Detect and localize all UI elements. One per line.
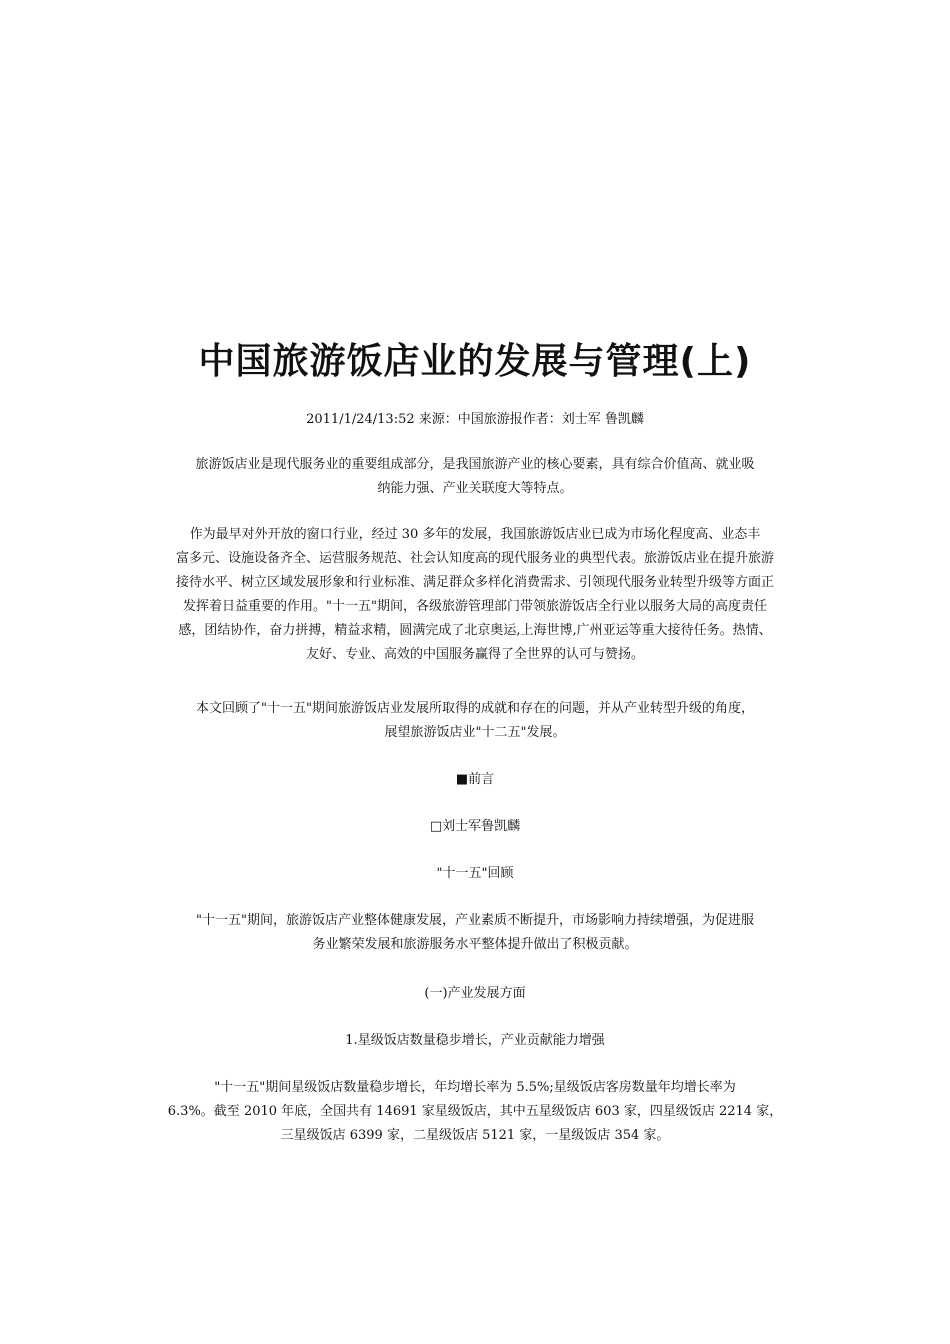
heading-text: "十一五"回顾: [436, 866, 514, 881]
review-paragraph: [140, 909, 810, 957]
text-line: 发挥着日益重要的作用。"十一五"期间，各级旅游管理部门带领旅游饭店全行业以服务大局的高度责任: [183, 599, 767, 614]
text-line: 旅游饭店业是现代服务业的重要组成部分，是我国旅游产业的核心要素，具有综合价值高、就业吸: [195, 457, 755, 472]
text-line: 感，团结协作，奋力拼搏，精益求精，圆满完成了北京奥运,上海世博,广州亚运等重大接待任务。热情、: [178, 623, 772, 638]
text-line: 纳能力强、产业关联度大等特点。: [377, 481, 573, 496]
intro-paragraph: [140, 453, 810, 501]
text-line: 接待水平、树立区域发展形象和行业标准、满足群众多样化消费需求、引领现代服务业转型升级等方面正: [175, 575, 774, 590]
text-line: 三星级饭店 6399 家，二星级饭店 5121 家，一星级饭店 354 家。: [280, 1128, 670, 1143]
preface-heading: [140, 768, 810, 792]
statistics-paragraph: [140, 1076, 810, 1148]
heading-text: 1.星级饭店数量稳步增长，产业贡献能力增强: [345, 1033, 605, 1048]
section-heading: [140, 982, 810, 1006]
text-line: 友好、专业、高效的中国服务赢得了全世界的认可与赞扬。: [305, 647, 644, 662]
article-meta: 2011/1/24/13:52 来源：中国旅游报作者：刘士军 鲁凯麟: [306, 412, 644, 427]
text-line: 富多元、设施设备齐全、运营服务规范、社会认知度高的现代服务业的典型代表。旅游饭店业在提升旅游: [175, 551, 774, 566]
text-line: "十一五"期间星级饭店数量稳步增长，年均增长率为 5.5%;星级饭店客房数量年均增长率为: [214, 1080, 736, 1095]
text-line: 本文回顾了"十一五"期间旅游饭店业发展所取得的成就和存在的问题，并从产业转型升级的角度，: [196, 701, 754, 716]
article-title: 中国旅游饭店业的发展与管理(上): [198, 341, 752, 382]
heading-text: (一)产业发展方面: [424, 986, 526, 1001]
review-heading: [140, 862, 810, 886]
heading-text: □刘士军鲁凯麟: [429, 819, 521, 834]
heading-text: ■前言: [455, 772, 495, 787]
text-line: 务业繁荣发展和旅游服务水平整体提升做出了积极贡献。: [312, 937, 638, 952]
item-heading: [140, 1029, 810, 1053]
text-line: 展望旅游饭店业"十二五"发展。: [384, 725, 566, 740]
text-line: "十一五"期间，旅游饭店产业整体健康发展，产业素质不断提升，市场影响力持续增强，为促进服: [196, 913, 754, 928]
text-line: 作为最早对外开放的窗口行业，经过 30 多年的发展，我国旅游饭店业已成为市场化程度高、业态丰: [189, 527, 761, 542]
background-paragraph: [140, 523, 810, 667]
authors-line: [140, 815, 810, 839]
scope-paragraph: [140, 697, 810, 745]
text-line: 6.3%。截至 2010 年底，全国共有 14691 家星级饭店，其中五星级饭店 603 家，四星级饭店 2214 家，: [167, 1104, 783, 1119]
